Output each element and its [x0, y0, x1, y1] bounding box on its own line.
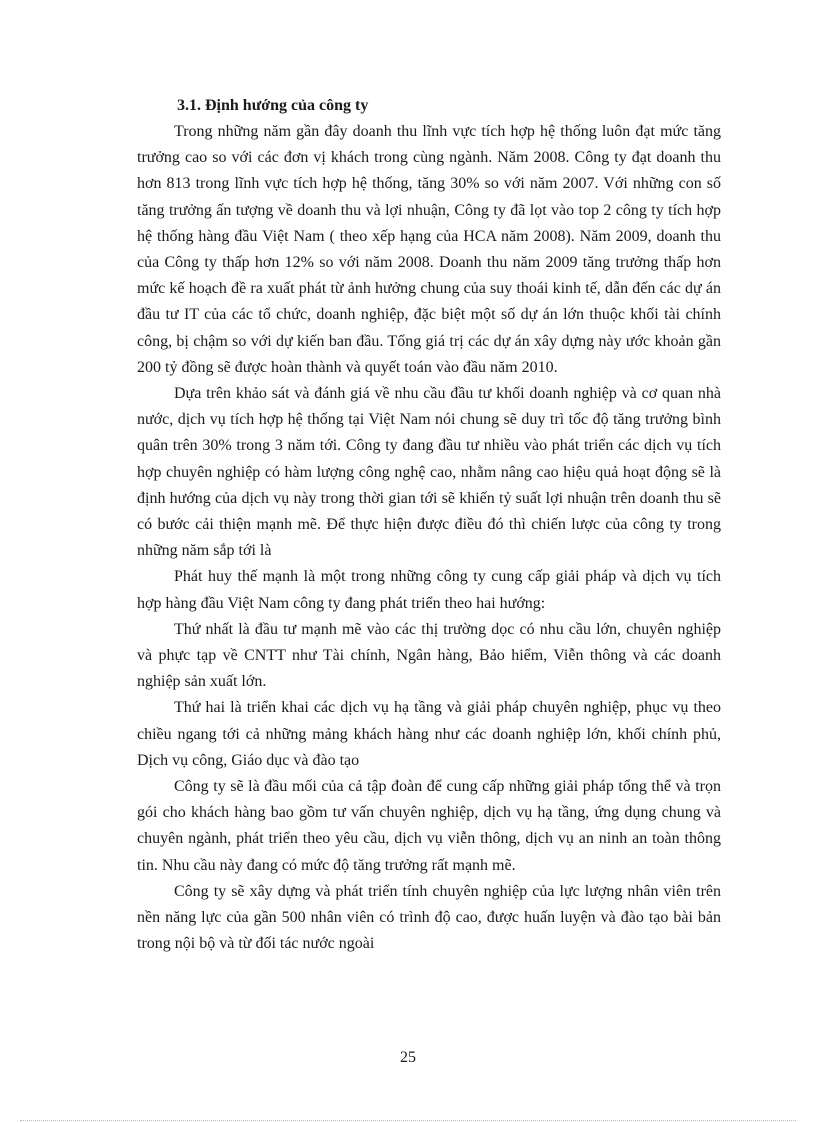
page-bottom-divider: [20, 1120, 796, 1121]
paragraph-second-direction: Thứ hai là triển khai các dịch vụ hạ tầng và giải pháp chuyên nghiệp, phục vụ theo chiều ngang tới cả những mảng khách hàng như các doanh nghiệp lớn, khối chính phủ, Dịch vụ công, Giáo dục và đào tạo: [137, 699, 721, 769]
paragraph-total-solutions: Công ty sẽ là đầu mối của cả tập đoàn để cung cấp những giải pháp tổng thể và trọn gói cho khách hàng bao gồm tư vấn chuyên nghiệp, dịch vụ hạ tầng, ứng dụng chung và chuyên ngành, phát triển theo yêu cầu, dịch vụ viễn thông, dịch vụ an ninh an toàn thông tin. Nhu cầu này đang có mức độ tăng trưởng rất mạnh mẽ.: [137, 778, 721, 874]
page-content: [137, 93, 721, 958]
page-number: 25: [400, 1049, 416, 1066]
paragraph-staff-development: Công ty sẽ xây dựng và phát triển tính chuyên nghiệp của lực lượng nhân viên trên nền năng lực của gần 500 nhân viên có trình độ cao, được huấn luyện và đào tạo bài bản trong nội bộ và từ đối tác nước ngoài: [137, 882, 721, 953]
paragraph-first-direction: Thứ nhất là đầu tư mạnh mẽ vào các thị trường dọc có nhu cầu lớn, chuyên nghiệp và phực tạp về CNTT như Tài chính, Ngân hàng, Bảo hiểm, Viễn thông và các doanh nghiệp sản xuất lớn.: [137, 620, 721, 691]
paragraph-revenue-overview: Trong những năm gần đây doanh thu lĩnh vực tích hợp hệ thống luôn đạt mức tăng trưởng cao so với các đơn vị khách trong cùng ngành. Năm 2008. Công ty đạt doanh thu hơn 813 trong lĩnh vực tích hợp hệ thống, tăng 30% so với năm 2007. Với những con số tăng trưởng ấn tượng về doanh thu và lợi nhuận, Công ty đã lọt vào top 2 công ty tích hợp hệ thống hàng đầu Việt Nam ( theo xếp hạng của HCA năm 2008). Năm 2009, doanh thu của Công ty thấp hơn 12% so với năm 2008. Doanh thu năm 2009 tăng trưởng thấp hơn mức kế hoạch đề ra xuất phát từ ảnh hưởng chung của suy thoái kinh tế, dẫn đến các dự án đầu tư IT của các tổ chức, doanh nghiệp, đặc biệt một số dự án lớn thuộc khối tài chính công, bị chậm so với dự kiến ban đầu. Tổng giá trị các dự án xây dựng này ước khoản gần 200 tỷ đồng sẽ được hoàn thành và quyết toán vào đầu năm 2010.: [137, 123, 721, 376]
paragraph-two-directions: Phát huy thế mạnh là một trong những công ty cung cấp giải pháp và dịch vụ tích hợp hàng đầu Việt Nam công ty đang phát triển theo hai hướng:: [137, 568, 721, 612]
paragraph-market-survey: Dựa trên khảo sát và đánh giá về nhu cầu đầu tư khối doanh nghiệp và cơ quan nhà nước, dịch vụ tích hợp hệ thống tại Việt Nam nói chung sẽ duy trì tốc độ tăng trưởng bình quân trên 30% trong 3 năm tới. Công ty đang đầu tư nhiều vào phát triển các dịch vụ tích hợp chuyên nghiệp có hàm lượng công nghệ cao, nhằm nâng cao hiệu quả hoạt động sẽ là định hướng của dịch vụ này trong thời gian tới sẽ khiến tỷ suất lợi nhuận trên doanh thu sẽ có bước cải thiện mạnh mẽ. Để thực hiện được điều đó thì chiến lược của công ty trong những năm sắp tới là: [137, 385, 721, 560]
section-heading: 3.1. Định hướng của công ty: [177, 97, 369, 114]
